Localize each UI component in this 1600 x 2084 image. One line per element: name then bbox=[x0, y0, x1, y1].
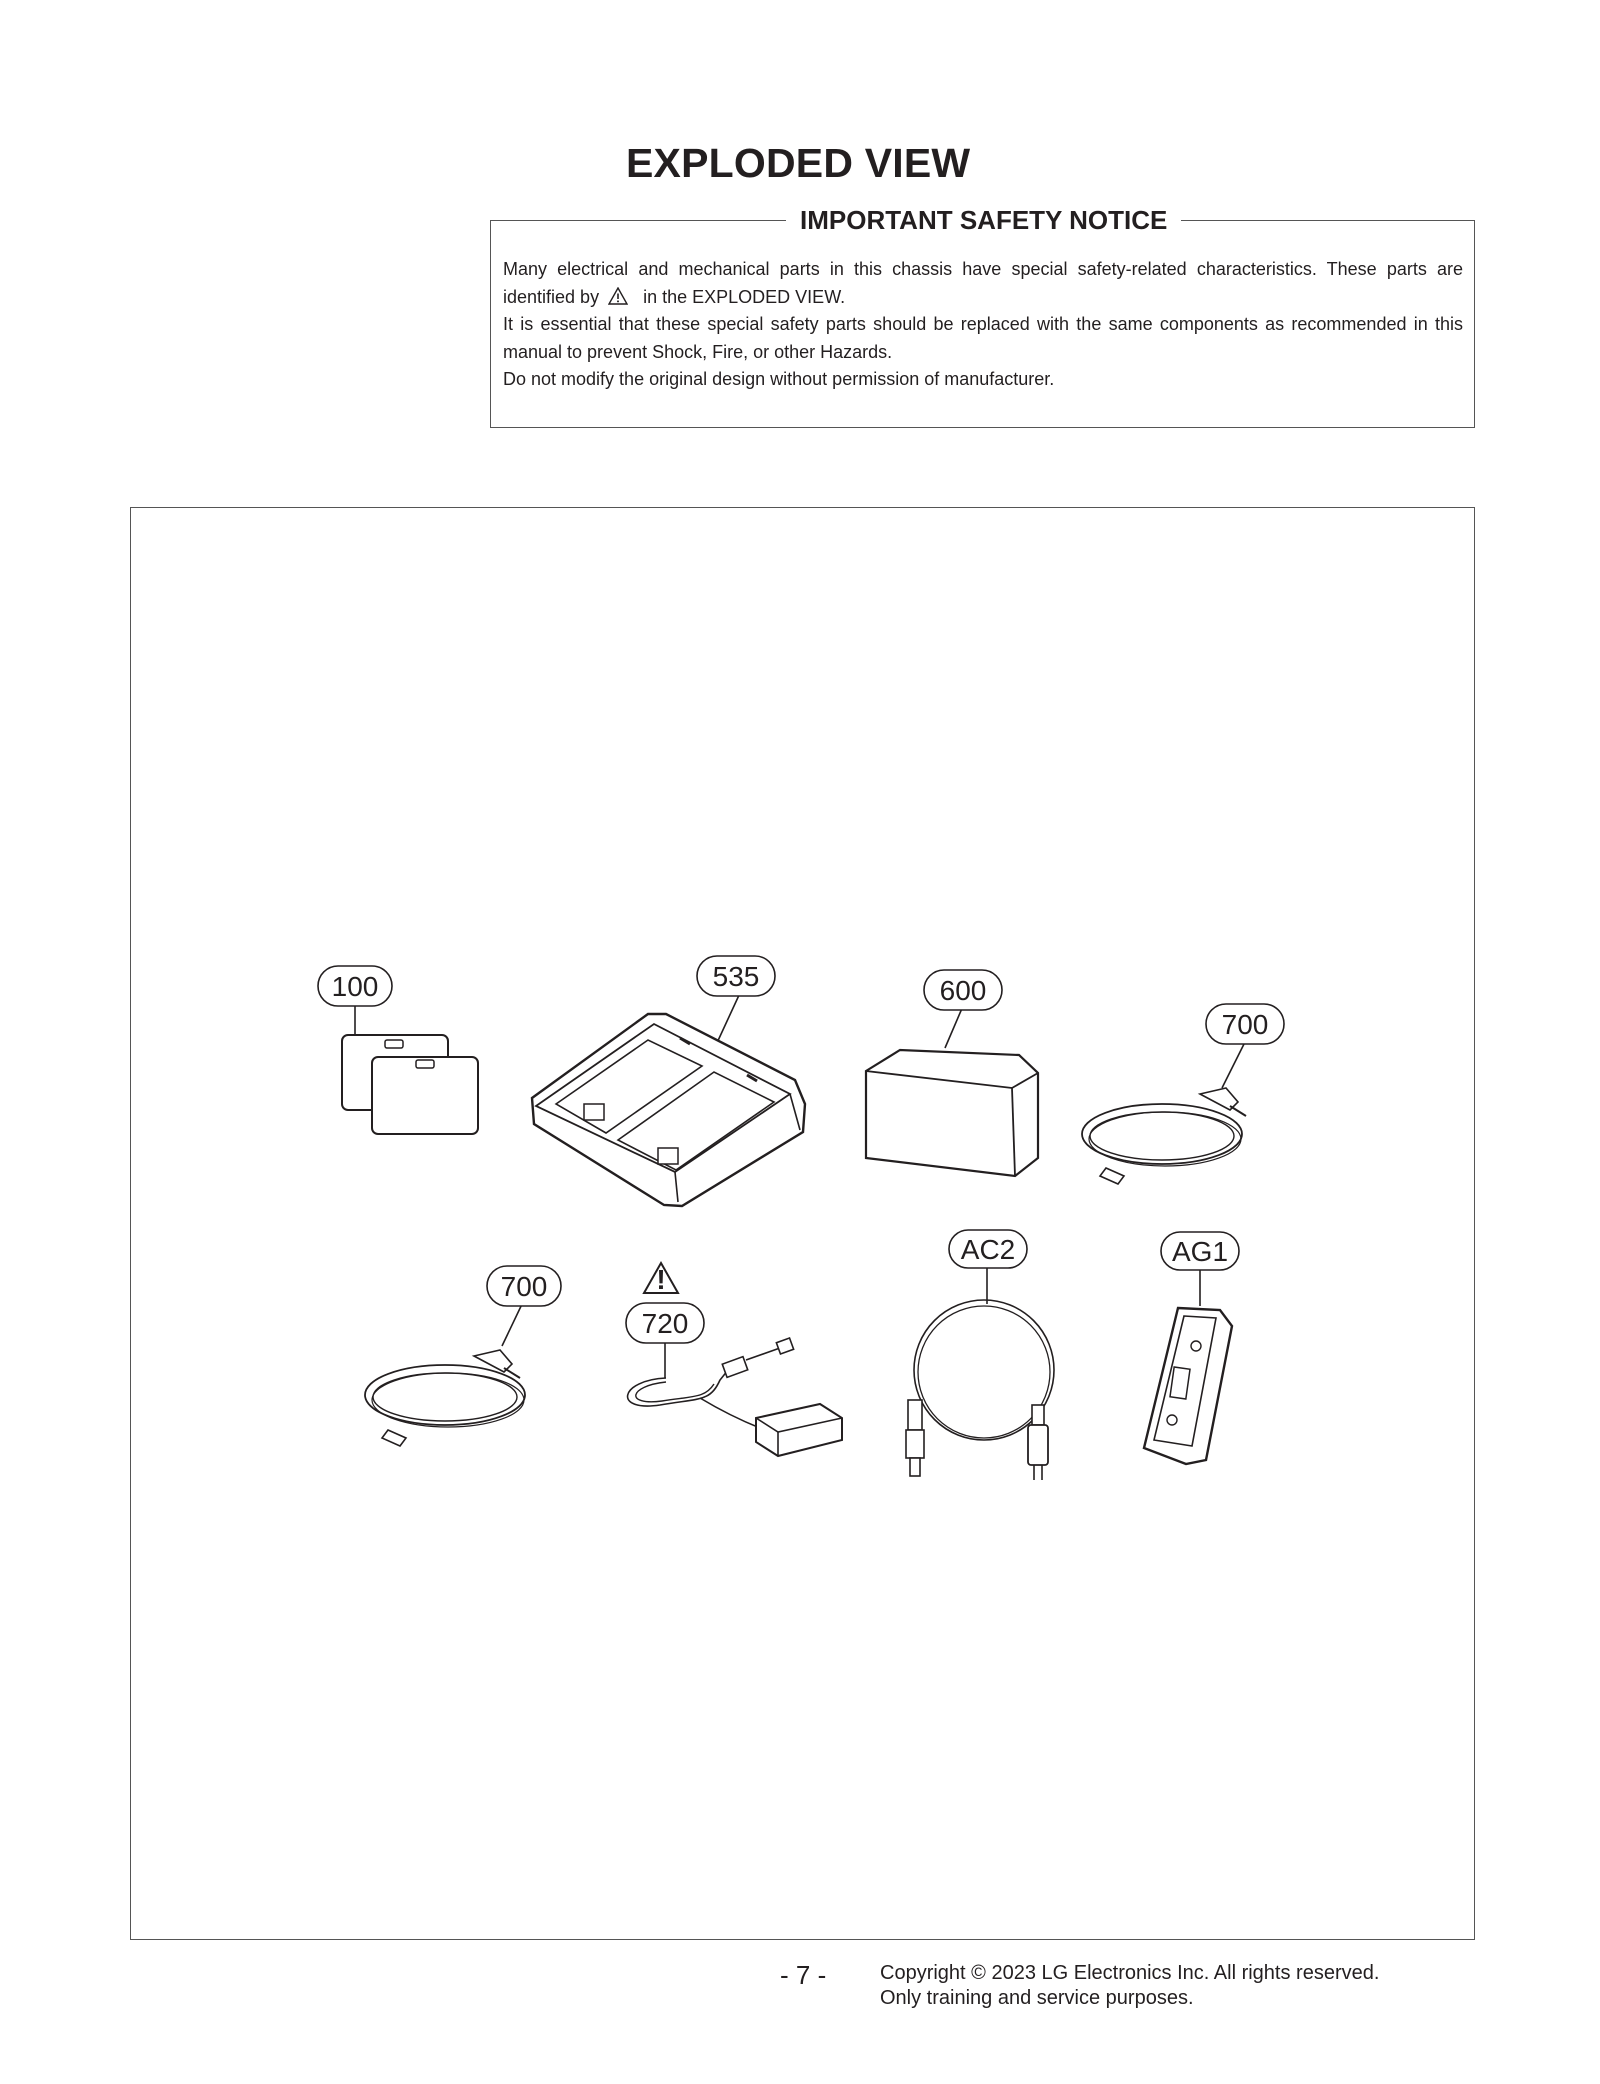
safety-mark-720: ! bbox=[656, 1264, 666, 1295]
safety-notice-heading: IMPORTANT SAFETY NOTICE bbox=[786, 206, 1181, 234]
callout-label-700-upper: 700 bbox=[1221, 1009, 1269, 1040]
part-ag1-dongle bbox=[1144, 1268, 1232, 1464]
safety-notice-paragraph-2: It is essential that these special safety parts should be replaced with the same components as recommended in this manual to prevent Shock, Fire, or other Hazards. bbox=[503, 314, 1463, 362]
callout-label-ag1: AG1 bbox=[1171, 1236, 1229, 1267]
callout-label-600: 600 bbox=[939, 975, 987, 1006]
part-ac2-cable bbox=[906, 1266, 1054, 1480]
part-700-cable-lower bbox=[365, 1302, 525, 1446]
callout-label-700-lower: 700 bbox=[500, 1271, 548, 1302]
copyright-notice bbox=[880, 1961, 1379, 2011]
copyright-line-2: Only training and service purposes. bbox=[880, 1987, 1194, 2009]
copyright-line-1: Copyright © 2023 LG Electronics Inc. All rights reserved. bbox=[880, 1962, 1380, 1984]
notice-text-1b: in the EXPLODED VIEW. bbox=[643, 286, 846, 307]
part-720-ac-adapter bbox=[628, 1338, 842, 1456]
callout-label-100: 100 bbox=[331, 971, 379, 1002]
safety-notice-paragraph-3: Do not modify the original design without permission of manufacturer. bbox=[503, 369, 1055, 389]
notice-text-1a: Many electrical and mechanical parts in this chassis have special safety-related characteristics. These parts are identified by bbox=[503, 259, 1463, 307]
part-600-box bbox=[866, 1006, 1038, 1176]
callout-label-720: 720 bbox=[641, 1308, 689, 1339]
page-number: - 7 - bbox=[780, 1960, 827, 1990]
part-535-charging-cradle bbox=[532, 993, 805, 1206]
callout-label-535: 535 bbox=[712, 961, 760, 992]
part-100-cards bbox=[342, 1006, 478, 1134]
page-title: EXPLODED VIEW bbox=[626, 140, 971, 186]
part-700-cable-upper bbox=[1082, 1042, 1246, 1184]
callout-label-ac2: AC2 bbox=[960, 1234, 1016, 1265]
